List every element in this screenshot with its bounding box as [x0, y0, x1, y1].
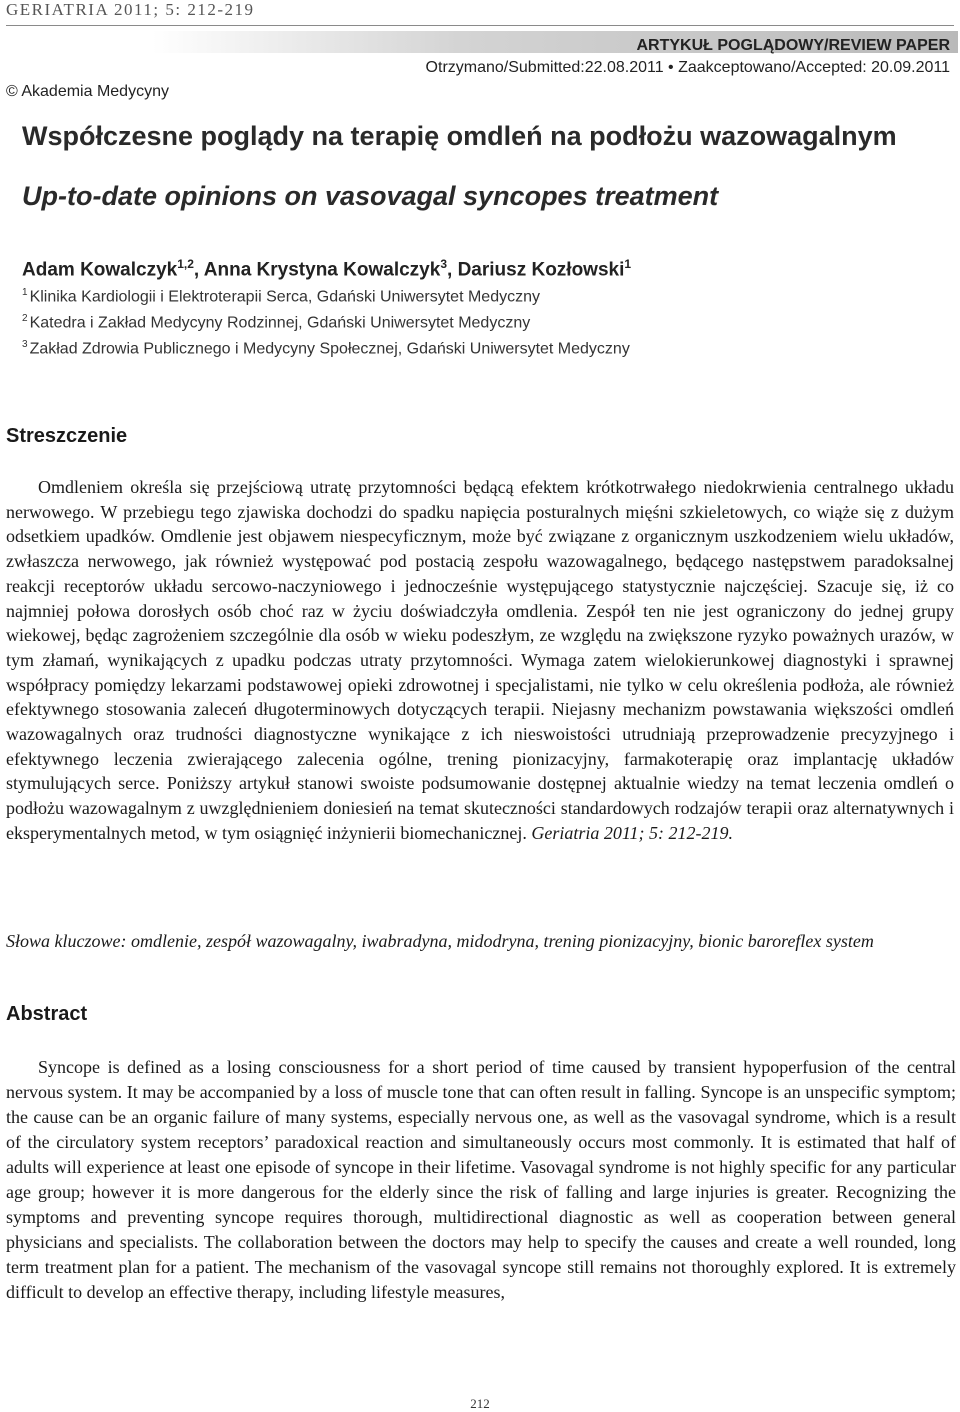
streszczenie-body	[6, 475, 954, 846]
page-number: 212	[470, 1396, 490, 1411]
header-rule	[6, 25, 954, 26]
article-type: ARTYKUŁ POGLĄDOWY/REVIEW PAPER	[636, 37, 950, 54]
streszczenie-citation: Geriatria 2011; 5: 212-219.	[531, 822, 733, 843]
affiliation-number: 1	[22, 287, 28, 298]
author-name: Dariusz Kozłowski	[457, 259, 625, 281]
author-affiliation-sup: 3	[440, 257, 447, 271]
streszczenie-heading: Streszczenie	[6, 425, 128, 447]
affiliation-number: 3	[22, 339, 28, 350]
title-polish: Współczesne poglądy na terapię omdleń na podłożu wazowagalnym	[22, 121, 897, 151]
affiliation-1	[22, 287, 540, 306]
author-affiliation-sup: 1,2	[177, 257, 194, 271]
copyright-notice: © Akademia Medycyny	[6, 83, 169, 100]
title-english: Up-to-date opinions on vasovagal syncopes treatment	[22, 181, 719, 211]
abstract-heading: Abstract	[6, 1003, 88, 1025]
affiliation-text: Katedra i Zakład Medycyny Rodzinnej, Gdański Uniwersytet Medyczny	[29, 314, 531, 332]
affiliation-3	[22, 339, 630, 358]
author-name: Anna Krystyna Kowalczyk	[203, 259, 441, 281]
keywords: Słowa kluczowe: omdlenie, zespół wazowagalny, iwabradyna, midodryna, trening pionizacyjny, bionic baroreflex system	[6, 931, 874, 951]
submission-dates: Otrzymano/Submitted:22.08.2011 • Zaakceptowano/Accepted: 20.09.2011	[425, 59, 950, 76]
affiliation-2	[22, 313, 530, 332]
journal-header: GERIATRIA 2011; 5: 212-219	[6, 0, 255, 19]
author-affiliation-sup: 1	[624, 257, 632, 271]
streszczenie-text: Omdleniem określa się przejściową utratę przytomności będącą efektem krótkotrwałego niedokrwienia centralnego układu nerwowego. W przebiegu tego zjawiska dochodzi do spadku napięcia posturalnych mięśni szkieletowych, co wiąże się z dużym odsetkiem upadków. Omdlenie jest objawem niespecyficznym, może być związane z organicznym uszkodzeniem wielu układów, zwłaszcza nerwowego, jak również występować pod postacią zespołu wazowagalnego, będącego następstwem paradoksalnej reakcji receptorów układu sercowo-naczyniowego i jednocześnie występującego statystycznie najczęściej. Szacuje się, iż co najmniej połowa dorosłych osób choć raz w życiu doświadczyła omdlenia. Zespół ten nie jest ograniczony do jednej grupy wiekowej, będąc zagrożeniem szczególnie dla osób w wieku podeszłym, ze względu na zwiększone ryzyko poważnych urazów, w tym złamań, wynikających z upadku podczas utraty przytomności. Wymaga zatem wielokierunkowej diagnostyki i sprawnej współpracy pomiędzy lekarzami podstawowej opieki zdrowotnej i specjalistami, nie tylko w celu określenia podłoża, ale również efektywnego stosowania zaleceń długoterminowych dotyczących terapii. Niejasny mechanizm powstawania większości omdleń wazowagalnych oraz trudności diagnostyczne wynikające z ich nieswoistości utrudniają przeprowadzenie precyzyjnego i efektywnego leczenia zwierającego zalecenia ogólne, trening pionizacyjny, farmakoterapię oraz implantację układów stymulujących serce. Poniższy artykuł stanowi swoiste podsumowanie dostępnej aktualnie wiedzy na temat leczenia omdleń o podłożu wazowagalnym z uwzględnieniem doniesień na temat skuteczności standardowych rodzajów terapii oraz alternatywnych i eksperymentalnych metod, w tym osiągnięć inżynierii biomechanicznej.	[6, 477, 954, 843]
affiliation-text: Zakład Zdrowia Publicznego i Medycyny Społecznej, Gdański Uniwersytet Medyczny	[29, 340, 630, 358]
affiliation-number: 2	[22, 313, 28, 324]
author-name: Adam Kowalczyk	[22, 259, 178, 281]
abstract-body: Syncope is defined as a losing consciousness for a short period of time caused by transient hypoperfusion of the central nervous system. It may be accompanied by a loss of muscle tone that can often result in falling. Syncope is an unspecific symptom; the cause can be an organic failure of many systems, especially nervous one, as well as the vasovagal syndrome, which is a result of the circulatory system receptors’ paradoxical reaction and simultaneously occurs most commonly. It is estimated that half of adults will experience at least one episode of syncope in their lifetime. Vasovagal syndrome is not highly specific for any particular age group; however it is more dangerous for the elderly since the risk of falling and large injuries is greater. Recognizing the symptoms and preventing syncope requires thorough, multidirectional diagnostic as well as cooperation between general physicians and specialists. The collaboration between the doctors may help to specify the causes and create a well rounded, long term treatment plan for a patient. The mechanism of the vasovagal syncope still remains not thoroughly explored. It is extremely difficult to develop an effective therapy, including lifestyle measures,	[6, 1057, 956, 1302]
author-list: Adam Kowalczyk$^{1,2}$, Anna Krystyna Kowalczyk$^3$, Dariusz Kozłowski$^1$	[22, 257, 632, 281]
affiliation-text: Klinika Kardiologii i Elektroterapii Serca, Gdański Uniwersytet Medyczny	[29, 288, 540, 306]
